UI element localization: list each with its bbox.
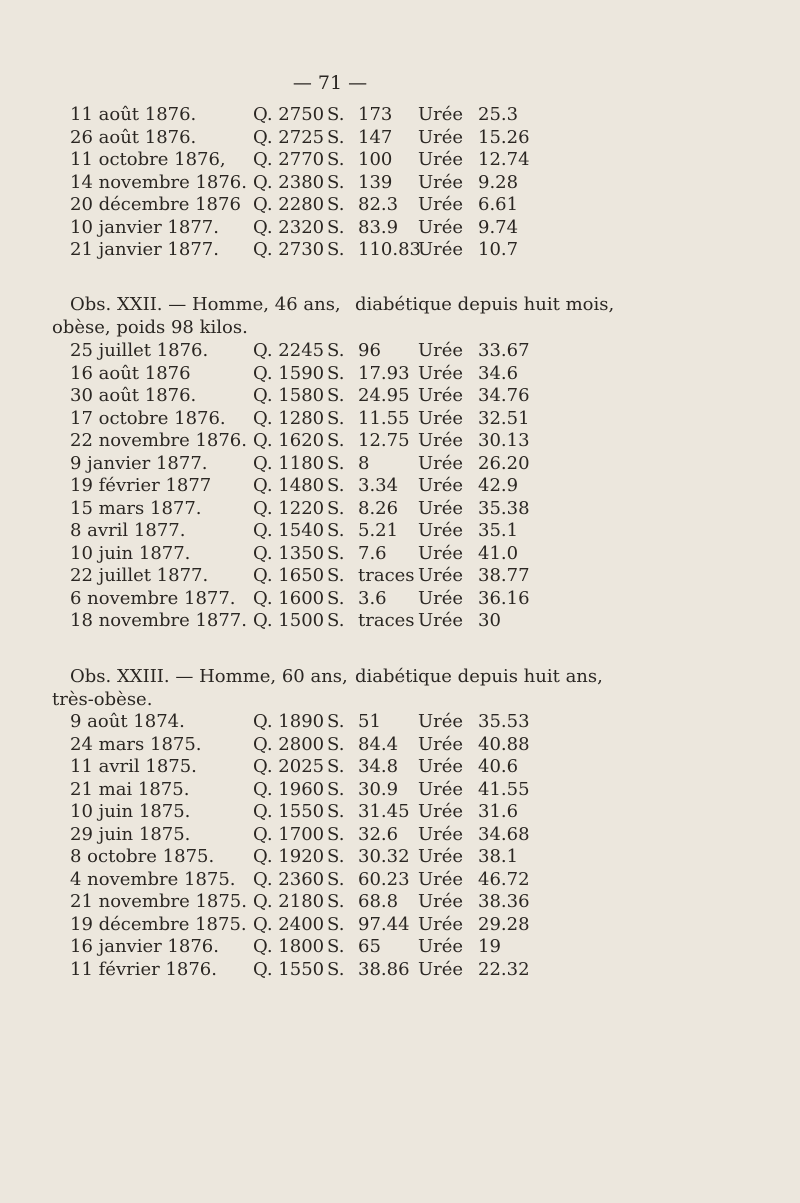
urea-value-cell: 35.1	[478, 520, 519, 541]
sugar-label: S.	[327, 711, 345, 732]
urea-value-cell: 26.20	[478, 452, 530, 474]
urea-label: Urée	[418, 868, 464, 890]
sugar-value-cell: 68.8	[358, 891, 399, 912]
quantity-cell: Q. 2245	[253, 340, 325, 361]
date-cell: 19 décembre 1875.	[70, 913, 247, 935]
urea-label: Urée	[418, 216, 464, 238]
sugar-value-cell: 32.6	[358, 823, 399, 845]
urea-label: Urée	[418, 171, 464, 193]
sugar-label: S.	[327, 958, 345, 980]
quantity-cell: Q. 1600	[253, 587, 325, 609]
sugar-value-cell: 96	[358, 340, 381, 361]
urea-value-cell: 35.53	[478, 711, 530, 732]
quantity-cell: Q. 2320	[253, 216, 325, 238]
date-cell: 9 août 1874.	[70, 711, 185, 732]
urea-label: Urée	[418, 520, 464, 541]
sugar-value-cell: 51	[358, 711, 381, 732]
urea-label: Urée	[418, 407, 464, 429]
date-cell: 11 août 1876.	[70, 104, 197, 125]
sugar-label: S.	[327, 430, 345, 451]
urea-value-cell: 6.61	[478, 194, 519, 215]
urea-label: Urée	[418, 149, 464, 170]
quantity-cell: Q. 1180	[253, 452, 325, 474]
urea-label: Urée	[418, 891, 464, 912]
date-cell: 16 août 1876	[70, 362, 191, 384]
urea-value-cell: 10.7	[478, 239, 519, 260]
sugar-value-cell: 100	[358, 149, 393, 170]
urea-label: Urée	[418, 362, 464, 384]
quantity-cell: Q. 2770	[253, 149, 325, 170]
sugar-value-cell: 38.86	[358, 958, 410, 980]
sugar-value-cell: 110.83	[358, 239, 421, 260]
sugar-value-cell: 31.45	[358, 801, 410, 822]
date-cell: 10 juin 1877.	[70, 542, 191, 564]
quantity-cell: Q. 1620	[253, 430, 325, 451]
urea-value-cell: 36.16	[478, 587, 530, 609]
sugar-label: S.	[327, 340, 345, 361]
sugar-label: S.	[327, 778, 345, 800]
urea-value-cell: 38.77	[478, 565, 530, 586]
urea-label: Urée	[418, 801, 464, 822]
sugar-label: S.	[327, 891, 345, 912]
date-cell: 30 août 1876.	[70, 385, 197, 406]
sugar-label: S.	[327, 936, 345, 957]
urea-value-cell: 35.38	[478, 497, 530, 519]
sugar-label: S.	[327, 868, 345, 890]
obs-22-heading-b: diabétique depuis huit mois,	[355, 294, 615, 315]
date-cell: 14 novembre 1876.	[70, 171, 247, 193]
date-cell: 26 août 1876.	[70, 126, 197, 148]
urea-value-cell: 40.88	[478, 733, 530, 755]
quantity-cell: Q. 2360	[253, 868, 325, 890]
quantity-cell: Q. 2025	[253, 756, 325, 777]
urea-value-cell: 46.72	[478, 868, 530, 890]
urea-value-cell: 30.13	[478, 430, 530, 451]
quantity-cell: Q. 1800	[253, 936, 325, 957]
urea-value-cell: 15.26	[478, 126, 530, 148]
urea-value-cell: 38.1	[478, 846, 519, 867]
urea-label: Urée	[418, 239, 464, 260]
date-cell: 21 mai 1875.	[70, 778, 190, 800]
urea-label: Urée	[418, 846, 464, 867]
sugar-label: S.	[327, 475, 345, 496]
sugar-label: S.	[327, 801, 345, 822]
sugar-label: S.	[327, 362, 345, 384]
urea-label: Urée	[418, 104, 464, 125]
urea-label: Urée	[418, 733, 464, 755]
urea-label: Urée	[418, 823, 464, 845]
urea-label: Urée	[418, 610, 464, 631]
sugar-value-cell: 139	[358, 171, 393, 193]
sugar-value-cell: 65	[358, 936, 381, 957]
date-cell: 22 novembre 1876.	[70, 430, 247, 451]
quantity-cell: Q. 1650	[253, 565, 325, 586]
sugar-value-cell: 24.95	[358, 385, 410, 406]
urea-label: Urée	[418, 756, 464, 777]
sugar-label: S.	[327, 194, 345, 215]
date-cell: 11 février 1876.	[70, 958, 217, 980]
quantity-cell: Q. 2380	[253, 171, 325, 193]
urea-value-cell: 38.36	[478, 891, 530, 912]
sugar-value-cell: 60.23	[358, 868, 410, 890]
quantity-cell: Q. 1700	[253, 823, 325, 845]
urea-value-cell: 33.67	[478, 340, 530, 361]
sugar-value-cell: 82.3	[358, 194, 399, 215]
sugar-label: S.	[327, 756, 345, 777]
quantity-cell: Q. 2280	[253, 194, 325, 215]
quantity-cell: Q. 1920	[253, 846, 325, 867]
sugar-label: S.	[327, 587, 345, 609]
sugar-label: S.	[327, 239, 345, 260]
date-cell: 18 novembre 1877.	[70, 610, 247, 631]
urea-label: Urée	[418, 126, 464, 148]
sugar-label: S.	[327, 565, 345, 586]
sugar-label: S.	[327, 149, 345, 170]
urea-value-cell: 9.74	[478, 216, 519, 238]
date-cell: 11 octobre 1876,	[70, 149, 226, 170]
urea-value-cell: 40.6	[478, 756, 519, 777]
sugar-value-cell: 30.32	[358, 846, 410, 867]
sugar-value-cell: 3.34	[358, 475, 399, 496]
urea-value-cell: 32.51	[478, 407, 530, 429]
sugar-value-cell: 17.93	[358, 362, 410, 384]
sugar-label: S.	[327, 846, 345, 867]
urea-label: Urée	[418, 542, 464, 564]
urea-label: Urée	[418, 936, 464, 957]
sugar-label: S.	[327, 520, 345, 541]
date-cell: 25 juillet 1876.	[70, 340, 209, 361]
sugar-value-cell: 83.9	[358, 216, 399, 238]
urea-value-cell: 31.6	[478, 801, 519, 822]
sugar-label: S.	[327, 385, 345, 406]
sugar-value-cell: traces	[358, 610, 415, 631]
urea-value-cell: 34.68	[478, 823, 530, 845]
sugar-value-cell: 8.26	[358, 497, 399, 519]
urea-label: Urée	[418, 475, 464, 496]
urea-value-cell: 12.74	[478, 149, 530, 170]
quantity-cell: Q. 1550	[253, 801, 325, 822]
date-cell: 19 février 1877	[70, 475, 212, 496]
sugar-label: S.	[327, 216, 345, 238]
date-cell: 9 janvier 1877.	[70, 452, 208, 474]
date-cell: 17 octobre 1876.	[70, 407, 226, 429]
sugar-value-cell: 3.6	[358, 587, 387, 609]
quantity-cell: Q. 2800	[253, 733, 325, 755]
date-cell: 8 avril 1877.	[70, 520, 186, 541]
sugar-value-cell: 7.6	[358, 542, 387, 564]
quantity-cell: Q. 1590	[253, 362, 325, 384]
urea-label: Urée	[418, 711, 464, 732]
sugar-label: S.	[327, 733, 345, 755]
page-number: — 71 —	[292, 72, 368, 94]
obs-22-description: obèse, poids 98 kilos.	[52, 317, 248, 338]
quantity-cell: Q. 1550	[253, 958, 325, 980]
sugar-value-cell: traces	[358, 565, 415, 586]
date-cell: 4 novembre 1875.	[70, 868, 236, 890]
sugar-label: S.	[327, 126, 345, 148]
date-cell: 21 janvier 1877.	[70, 239, 219, 260]
date-cell: 21 novembre 1875.	[70, 891, 247, 912]
date-cell: 11 avril 1875.	[70, 756, 197, 777]
urea-label: Urée	[418, 587, 464, 609]
urea-value-cell: 9.28	[478, 171, 519, 193]
quantity-cell: Q. 1540	[253, 520, 325, 541]
urea-value-cell: 19	[478, 936, 501, 957]
sugar-value-cell: 5.21	[358, 520, 399, 541]
quantity-cell: Q. 2730	[253, 239, 325, 260]
urea-label: Urée	[418, 565, 464, 586]
quantity-cell: Q. 2180	[253, 891, 325, 912]
quantity-cell: Q. 1580	[253, 385, 325, 406]
urea-label: Urée	[418, 340, 464, 361]
urea-label: Urée	[418, 194, 464, 215]
date-cell: 15 mars 1877.	[70, 497, 202, 519]
sugar-value-cell: 97.44	[358, 913, 410, 935]
urea-value-cell: 34.6	[478, 362, 519, 384]
urea-label: Urée	[418, 958, 464, 980]
sugar-value-cell: 34.8	[358, 756, 399, 777]
date-cell: 20 décembre 1876	[70, 194, 241, 215]
date-cell: 10 janvier 1877.	[70, 216, 219, 238]
urea-label: Urée	[418, 430, 464, 451]
urea-label: Urée	[418, 497, 464, 519]
sugar-label: S.	[327, 452, 345, 474]
obs-23-description: très-obèse.	[52, 689, 153, 710]
quantity-cell: Q. 1500	[253, 610, 325, 631]
obs-22-heading-a: Obs. XXII. — Homme, 46 ans,	[70, 294, 341, 315]
urea-value-cell: 25.3	[478, 104, 519, 125]
quantity-cell: Q. 1960	[253, 778, 325, 800]
sugar-label: S.	[327, 823, 345, 845]
urea-label: Urée	[418, 913, 464, 935]
quantity-cell: Q. 2725	[253, 126, 325, 148]
date-cell: 16 janvier 1876.	[70, 936, 219, 957]
sugar-value-cell: 11.55	[358, 407, 410, 429]
sugar-value-cell: 8	[358, 452, 370, 474]
quantity-cell: Q. 1220	[253, 497, 325, 519]
urea-value-cell: 34.76	[478, 385, 530, 406]
sugar-label: S.	[327, 104, 345, 125]
urea-label: Urée	[418, 778, 464, 800]
quantity-cell: Q. 2750	[253, 104, 325, 125]
sugar-label: S.	[327, 171, 345, 193]
date-cell: 6 novembre 1877.	[70, 587, 236, 609]
quantity-cell: Q. 1890	[253, 711, 325, 732]
date-cell: 24 mars 1875.	[70, 733, 202, 755]
urea-label: Urée	[418, 452, 464, 474]
urea-value-cell: 41.55	[478, 778, 530, 800]
date-cell: 29 juin 1875.	[70, 823, 191, 845]
obs-23-heading-b: diabétique depuis huit ans,	[355, 666, 603, 687]
date-cell: 10 juin 1875.	[70, 801, 191, 822]
sugar-value-cell: 84.4	[358, 733, 399, 755]
obs-23-heading-a: Obs. XXIII. — Homme, 60 ans,	[70, 666, 348, 687]
urea-value-cell: 42.9	[478, 475, 519, 496]
urea-value-cell: 29.28	[478, 913, 530, 935]
sugar-label: S.	[327, 913, 345, 935]
sugar-value-cell: 147	[358, 126, 393, 148]
urea-value-cell: 41.0	[478, 542, 519, 564]
urea-value-cell: 30	[478, 610, 501, 631]
quantity-cell: Q. 2400	[253, 913, 325, 935]
quantity-cell: Q. 1280	[253, 407, 325, 429]
date-cell: 8 octobre 1875.	[70, 846, 215, 867]
urea-label: Urée	[418, 385, 464, 406]
sugar-label: S.	[327, 407, 345, 429]
sugar-value-cell: 30.9	[358, 778, 399, 800]
sugar-label: S.	[327, 497, 345, 519]
sugar-value-cell: 12.75	[358, 430, 410, 451]
date-cell: 22 juillet 1877.	[70, 565, 209, 586]
quantity-cell: Q. 1350	[253, 542, 325, 564]
sugar-label: S.	[327, 610, 345, 631]
sugar-label: S.	[327, 542, 345, 564]
sugar-value-cell: 173	[358, 104, 393, 125]
quantity-cell: Q. 1480	[253, 475, 325, 496]
urea-value-cell: 22.32	[478, 958, 530, 980]
